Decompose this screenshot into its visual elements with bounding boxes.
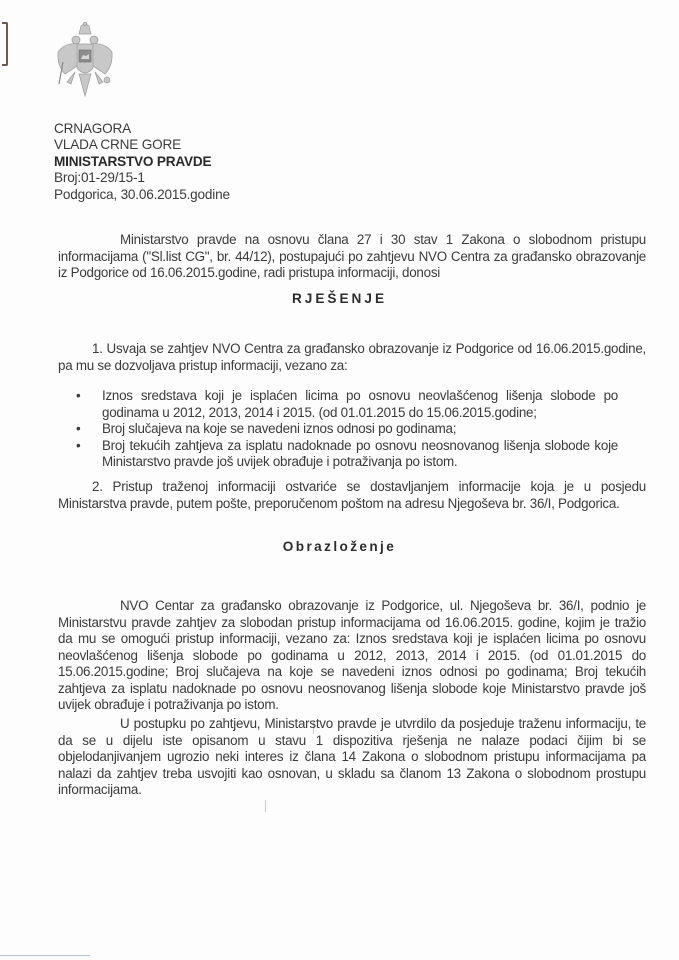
header-ministry: MINISTARSTVO PRAVDE	[54, 153, 212, 169]
intro-paragraph: Ministarstvo pravde na osnovu člana 27 i 30 stav 1 Zakona o slobodnom pristupu informacijama ("Sl.list CG", br. 44/12), postupajući po zahtjevu NVO Centra za građansko obrazovanje iz Podgorice od 16.06.2015.godine, radi pristupa informaciji, donosi	[58, 232, 646, 280]
header-government: VLADA CRNE GORE	[54, 137, 181, 153]
document-header	[54, 121, 230, 203]
scan-mark	[265, 800, 266, 812]
coat-of-arms-icon	[55, 22, 115, 100]
decision-title: RJEŠENJE	[291, 291, 388, 306]
reasoning-paragraph-2: U postupku po zahtjevu, Ministarstvo pravde je utvrdilo da posjeduje traženu informaciju, te da se u dijelu iste opisanom u stavu 1 dispozitiva rješenja ne nalaze podaci čijim bi se objelodanjivanjem ugrozio neki interes iz člana 14 Zakona o slobodnom pristupu informacijama pa nalazi da zahtjev treba usvojiti kao osnovan, u skladu sa članom 13 Zakona o slobodnom prostupu informacijama.	[58, 716, 646, 797]
reasoning-paragraph-1: NVO Centar za građansko obrazovanje iz Podgorice, ul. Njegoševa br. 36/I, podnio je Ministarstvu pravde zahtjev za slobodan pristup informacijama od 16.06.2015. godine, kojim je tražio da mu se omogući pristup informaciji, vezano za: Iznos sredstava koji je isplaćen licima po osnovu neovlašćenog lišenja slobode po godinama u 2012, 2013, 2014 i 2015. (od 01.01.2015 do 15.06.2015.godine; Broj slučajeva na koje se navedeni iznos odnosi po godinama; Broj tekućih zahtjeva za isplatu nadoknade po osnovu neosnovanog lišenja slobode koje Ministarstvo pravde još uvijek obrađuje i potraživanja po istom.	[58, 598, 646, 712]
bullet-text: Broj slučajeva na koje se navedeni iznos odnosi po godinama;	[102, 421, 457, 436]
decision-point-1: 1. Usvaja se zahtjev NVO Centra za građansko obrazovanje iz Podgorice od 16.06.2015.godine, pa mu se dozvoljava pristup informaciji, vezano za:	[58, 341, 646, 373]
header-country: CRNAGORA	[54, 121, 131, 136]
bullet-icon: •	[76, 388, 81, 403]
list-item	[58, 388, 618, 421]
list-item	[58, 421, 618, 438]
header-reference-number: Broj:01-29/15-1	[54, 170, 145, 186]
decision-point-2: 2. Pristup traženoj informaciji ostvariće se dostavljanjem informacije koja je u posjedu Ministarstva pravde, putem pošte, preporučenom poštom na adresu Njegoševa br. 36/I, Podgorica.	[58, 479, 646, 511]
bullet-icon: •	[76, 437, 81, 453]
bullet-icon: •	[76, 421, 81, 436]
header-place-date: Podgorica, 30.06.2015.godine	[54, 186, 230, 202]
decision-bullet-list	[58, 388, 618, 471]
reasoning-title: Obrazloženje	[282, 539, 397, 554]
scan-edge-bracket	[2, 22, 8, 66]
bullet-text: Broj tekućih zahtjeva za isplatu nadoknade po osnovu neosnovanog lišenja slobode koje Ministarstvo pravde još uvijek obrađuje i potraživanja po istom.	[102, 437, 618, 469]
bullet-text: Iznos sredstava koji je isplaćen licima po osnovu neovlašćenog lišenja slobode po godinama u 2012, 2013, 2014 i 2015. (od 01.01.2015 do 15.06.2015.godine;	[102, 388, 618, 420]
scan-mark	[0, 955, 90, 956]
list-item	[58, 438, 618, 471]
